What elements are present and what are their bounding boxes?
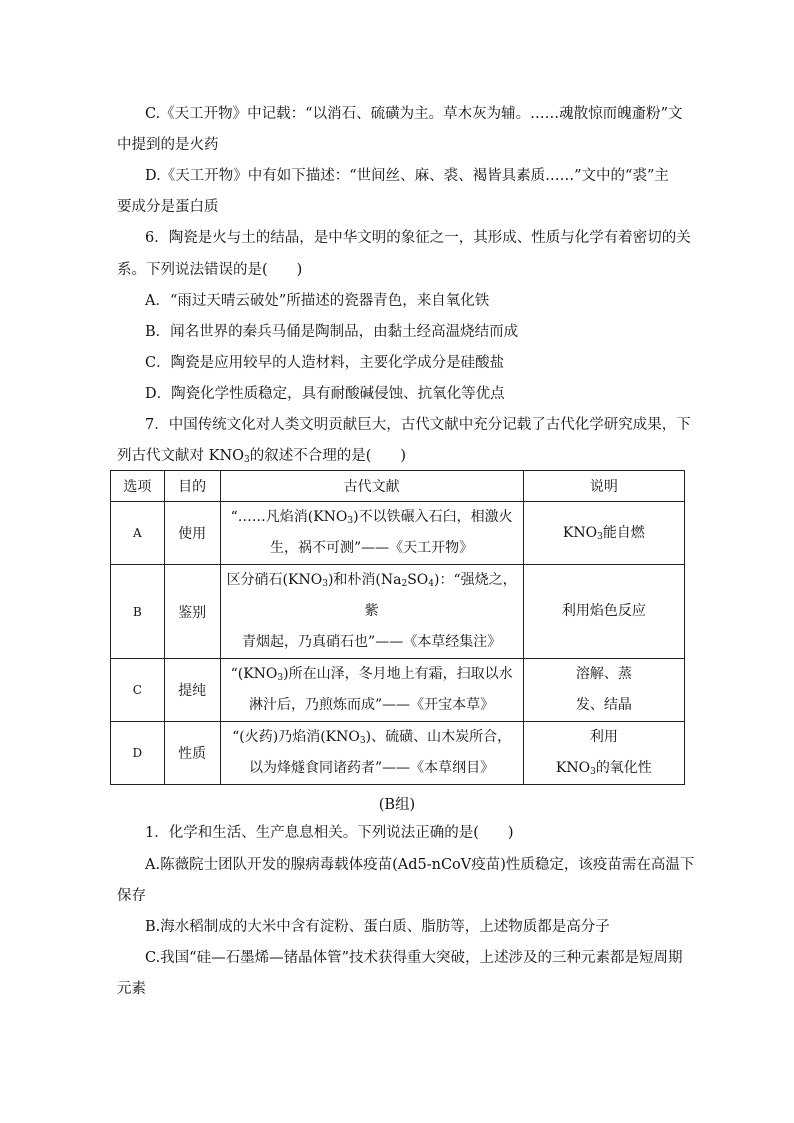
question-6-option-b: B．闻名世界的秦兵马俑是陶制品，由黏土经高温烧结而成 bbox=[145, 324, 519, 340]
section-b-option-a-line-2: 保存 bbox=[117, 888, 146, 904]
row-literature: “……凡焰消$(KNO_3)$不以铁碾入石臼，相激火 生，祸不可测”——《天工开物》 bbox=[220, 502, 523, 565]
table-row bbox=[111, 659, 685, 722]
section-b-option-c-line-1: C.我国“硅—石墨烯—锗晶体管”技术获得重大突破，上述涉及的三种元素都是短周期 bbox=[145, 950, 683, 966]
row-purpose: 使用 bbox=[164, 502, 220, 565]
question-7-stem-2: 列古代文献对 $KNO_3$的叙述不合理的是( ) bbox=[117, 448, 407, 465]
option-d-line-2: 要成分是蛋白质 bbox=[117, 199, 219, 215]
row-explanation: 利用焰色反应 bbox=[523, 565, 684, 659]
question-6-option-d: D．陶瓷化学性质稳定，具有耐酸碱侵蚀、抗氧化等优点 bbox=[145, 386, 505, 402]
question-6-option-c: C．陶瓷是应用较早的人造材料，主要化学成分是硅酸盐 bbox=[145, 355, 505, 371]
question-7-table bbox=[110, 470, 685, 785]
row-explanation: 利用 $KNO_3$的氧化性 bbox=[523, 722, 684, 785]
header-purpose: 目的 bbox=[164, 471, 220, 502]
header-literature: 古代文献 bbox=[220, 471, 523, 502]
table-header-row bbox=[111, 471, 685, 502]
row-option: D bbox=[111, 722, 165, 785]
question-6-stem-2: 系。下列说法错误的是( ) bbox=[117, 262, 303, 278]
question-7-stem-1: 7．中国传统文化对人类文明贡献巨大，古代文献中充分记载了古代化学研究成果，下 bbox=[145, 417, 691, 433]
option-d-line-1: D.《天工开物》中有如下描述：“世间丝、麻、裘、褐皆具素质……”文中的“裘”主 bbox=[145, 168, 669, 184]
row-explanation: 溶解、蒸 发、结晶 bbox=[523, 659, 684, 722]
row-purpose: 性质 bbox=[164, 722, 220, 785]
table-row bbox=[111, 722, 685, 785]
table-row bbox=[111, 502, 685, 565]
header-option: 选项 bbox=[111, 471, 165, 502]
row-option: A bbox=[111, 502, 165, 565]
option-c-line-1: C.《天工开物》中记载：“以消石、硫磺为主。草木灰为辅。……魂散惊而魄齑粉”文 bbox=[145, 106, 683, 122]
header-explanation: 说明 bbox=[523, 471, 684, 502]
section-b-option-c-line-2: 元素 bbox=[117, 981, 146, 997]
section-b-option-a-line-1: A.陈薇院士团队开发的腺病毒载体疫苗(Ad5-nCoV疫苗)性质稳定，该疫苗需在高温下 bbox=[145, 857, 695, 873]
row-purpose: 提纯 bbox=[164, 659, 220, 722]
row-explanation: $KNO_3$能自燃 bbox=[523, 502, 684, 565]
section-b-question-1-stem: 1．化学和生活、生产息息相关。下列说法正确的是( ) bbox=[145, 825, 514, 841]
row-purpose: 鉴别 bbox=[164, 565, 220, 659]
row-literature: 区分硝石$(KNO_3)$和朴消$(Na_2SO_4)$：“强烧之，紫 青烟起，乃真硝石也”——《本草经集注》 bbox=[220, 565, 523, 659]
row-literature: “$(KNO_3)$所在山泽，冬月地上有霜，扫取以水 淋汁后，乃煎炼而成”——《开宝本草》 bbox=[220, 659, 523, 722]
question-6-stem-1: 6．陶瓷是火与土的结晶，是中华文明的象征之一，其形成、性质与化学有着密切的关 bbox=[145, 230, 691, 246]
row-option: B bbox=[111, 565, 165, 659]
option-c-line-2: 中提到的是火药 bbox=[117, 137, 219, 153]
section-b-option-b: B.海水稻制成的大米中含有淀粉、蛋白质、脂肪等，上述物质都是高分子 bbox=[145, 919, 610, 935]
table-row bbox=[111, 565, 685, 659]
question-6-option-a: A．“雨过天晴云破处”所描述的瓷器青色，来自氧化铁 bbox=[145, 293, 490, 309]
row-option: C bbox=[111, 659, 165, 722]
section-b-heading: (B组) bbox=[378, 797, 416, 813]
row-literature: “(火药)乃焰消$(KNO_3)$、硫磺、山木炭所合， 以为烽燧食同诸药者”——《本草纲目》 bbox=[220, 722, 523, 785]
